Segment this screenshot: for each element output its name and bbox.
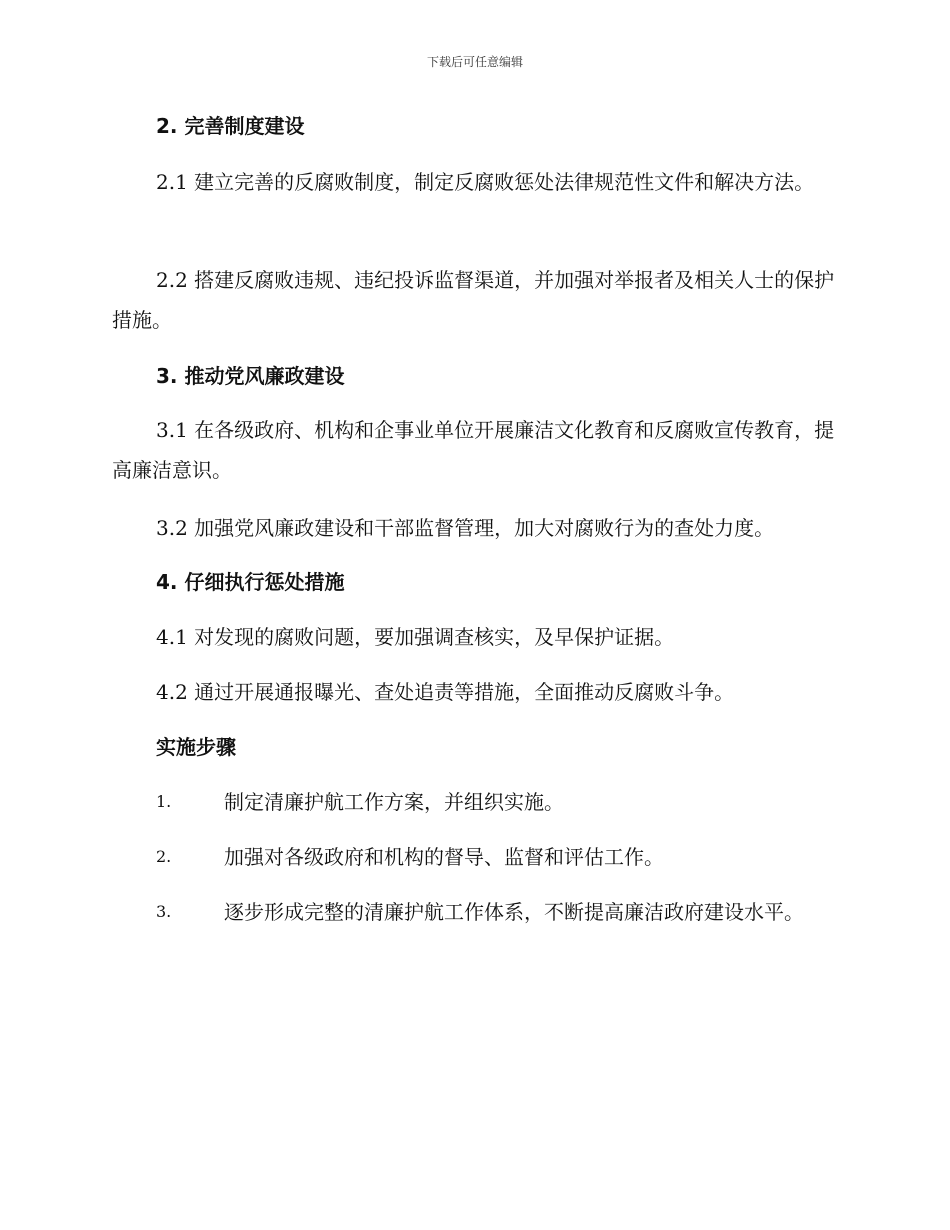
paragraph-3-2: 3.2 加强党风廉政建设和干部监督管理，加大对腐败行为的查处力度。 [156, 516, 775, 540]
paragraph-4-1: 4.1 对发现的腐败问题，要加强调查核实，及早保护证据。 [156, 625, 675, 649]
step-number: 3. [156, 902, 172, 921]
step-item-2 [112, 837, 840, 877]
step-number: 1. [156, 792, 172, 811]
step-number: 2. [156, 847, 172, 866]
paragraph-2-1: 2.1 建立完善的反腐败制度，制定反腐败惩处法律规范性文件和解决方法。 [156, 170, 815, 194]
step-item-1 [112, 782, 840, 822]
steps-heading: 实施步骤 [156, 735, 236, 759]
paragraph-2-2: 2.2 搭建反腐败违规、违纪投诉监督渠道，并加强对举报者及相关人士的保护措施。 [112, 268, 835, 332]
section-heading-4: 4. 仔细执行惩处措施 [156, 570, 345, 594]
paragraph-3-1: 3.1 在各级政府、机构和企事业单位开展廉洁文化教育和反腐败宣传教育，提高廉洁意识。 [112, 418, 835, 482]
paragraph-4-2: 4.2 通过开展通报曝光、查处追责等措施，全面推动反腐败斗争。 [156, 680, 735, 704]
step-item-3 [112, 892, 840, 932]
step-text: 加强对各级政府和机构的督导、监督和评估工作。 [224, 845, 664, 869]
step-text: 制定清廉护航工作方案，并组织实施。 [224, 790, 564, 814]
page-header: 下载后可任意编辑 [426, 55, 523, 69]
section-heading-2: 2. 完善制度建设 [156, 114, 305, 138]
section-heading-3: 3. 推动党风廉政建设 [156, 364, 345, 388]
step-text: 逐步形成完整的清廉护航工作体系，不断提高廉洁政府建设水平。 [224, 900, 804, 924]
